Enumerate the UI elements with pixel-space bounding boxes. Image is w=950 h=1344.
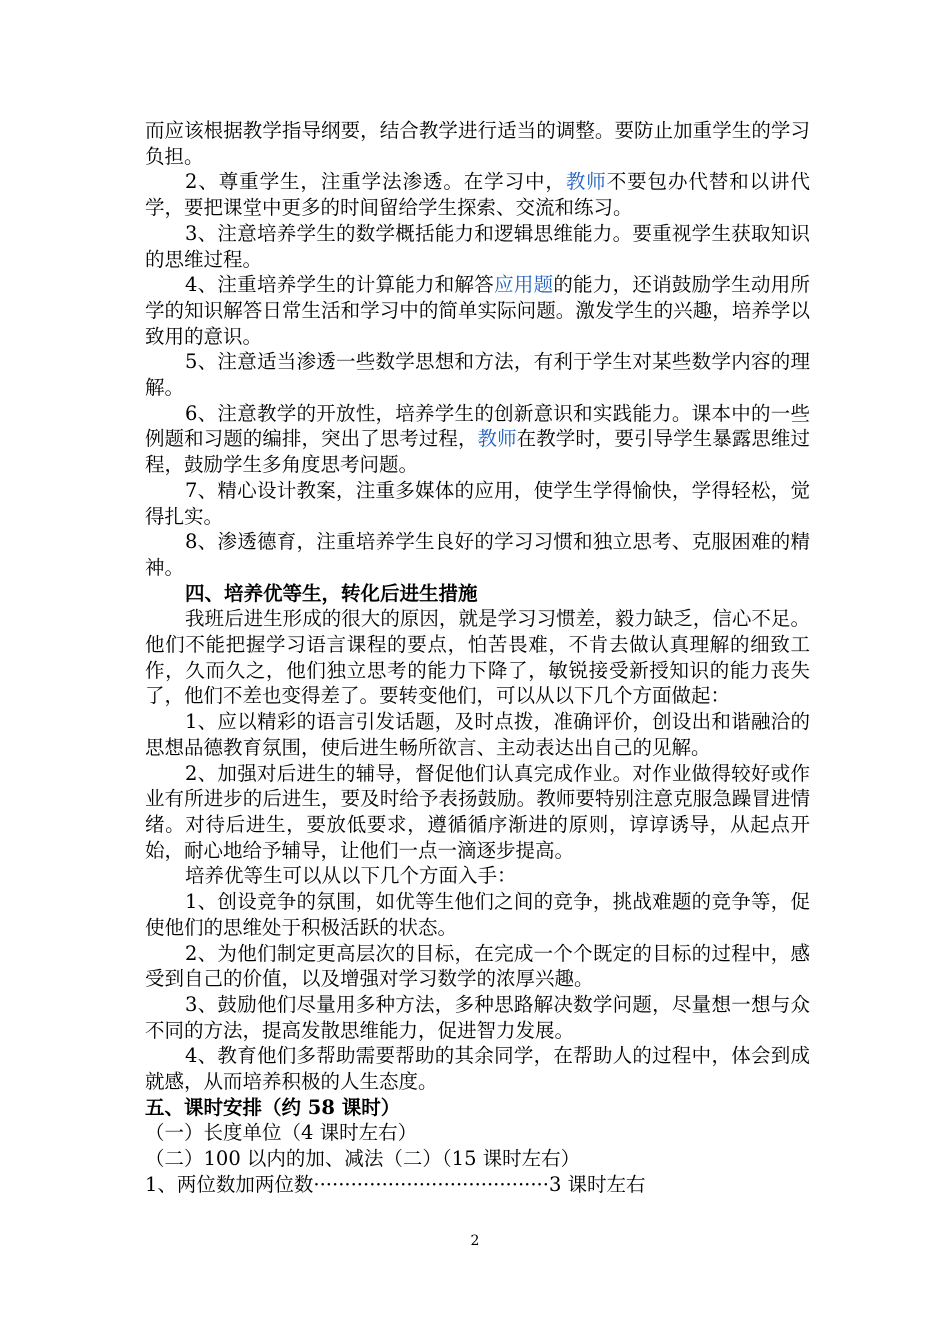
paragraph [145,992,810,1043]
keyword-link[interactable]: 应用题 [494,273,554,297]
paragraph-text: 2、尊重学生，注重学法渗透。在学习中， [185,170,566,194]
paragraph-text: 在教学时，要引导学生暴露思维过程，鼓励学生多角度思考问题。 [145,427,810,477]
paragraph-text: 不要包办代替和以讲代学，要把课堂中更多的时间留给学生探索、交流和练习。 [145,170,810,220]
section-heading [145,1095,810,1121]
paragraph-text: 3、鼓励他们尽量用多种方法，多种思路解决数学问题，尽量想一想与众不同的方法，提高发散思维能力，促进智力发展。 [145,992,810,1042]
paragraph [145,863,810,889]
paragraph-text: 4、注重培养学生的计算能力和解答 [185,273,495,297]
paragraph [145,606,810,709]
paragraph-text: （一）长度单位（4 课时左右） [145,1121,418,1145]
document-body [145,118,810,1198]
paragraph [145,1043,810,1094]
paragraph-text: 五、课时安排（约 58 课时） [145,1095,401,1119]
paragraph [145,709,810,760]
paragraph [145,1146,810,1172]
paragraph [145,221,810,272]
paragraph-text: （二）100 以内的加、减法（二）（15 课时左右） [145,1147,581,1171]
paragraph [145,272,810,349]
paragraph-text: 3、注意培养学生的数学概括能力和逻辑思维能力。要重视学生获取知识的思维过程。 [145,221,810,271]
paragraph [145,118,810,169]
paragraph [145,1172,810,1198]
page-number: 2 [470,1233,480,1249]
paragraph [145,169,810,220]
paragraph-text: 8、渗透德育，注重培养学生良好的学习习惯和独立思考、克服困难的精神。 [145,530,810,579]
paragraph-text: 7、精心设计教案，注重多媒体的应用，使学生学得愉快，学得轻松，觉得扎实。 [145,478,810,528]
paragraph [145,941,810,992]
keyword-link[interactable]: 教师 [565,170,607,194]
paragraph-text: 培养优等生可以从以下几个方面入手： [185,864,517,888]
paragraph [145,889,810,940]
paragraph-text: 2、为他们制定更高层次的目标，在完成一个个既定的目标的过程中，感受到自己的价值，以及增强对学习数学的浓厚兴趣。 [145,941,810,991]
paragraph-text: 4、教育他们多帮助需要帮助的其余同学，在帮助人的过程中，体会到成就感，从而培养积极的人生态度。 [145,1044,810,1094]
paragraph-text: 5、注意适当渗透一些数学思想和方法，有利于学生对某些数学内容的理解。 [145,350,810,400]
paragraph-text: 1、应以精彩的语言引发话题，及时点拨，准确评价，创设出和谐融洽的思想品德教育氛围，使后进生畅所欲言、主动表达出自己的见解。 [145,710,810,759]
paragraph [145,529,810,580]
keyword-link[interactable]: 教师 [477,427,517,451]
paragraph [145,349,810,400]
paragraph-text: 1、两位数加两位数······································3 课时左右 [145,1172,646,1196]
paragraph-text: 我班后进生形成的很大的原因，就是学习习惯差，毅力缺乏，信心不足。他们不能把握学习语言课程的要点，怕苦畏难，不肯去做认真理解的细致工作，久而久之，他们独立思考的能力下降了，敏锐接受新授知识的能力丧失了，他们不差也变得差了。要转变他们，可以从以下几个方面做起： [145,607,810,708]
paragraph [145,478,810,529]
paragraph [145,401,810,478]
paragraph-text: 2、加强对后进生的辅导，督促他们认真完成作业。对作业做得较好或作业有所进步的后进生，要及时给予表扬鼓励。教师要特别注意克服急躁冒进情绪。对待后进生，要放低要求，遵循循序渐进的原则，谆谆诱导，从起点开始，耐心地给予辅导，让他们一点一滴逐步提高。 [145,761,810,862]
paragraph-text: 的能力，还诮鼓励学生动用所学的知识解答日常生活和学习中的简单实际问题。激发学生的兴趣，培养学以致用的意识。 [145,273,810,348]
paragraph-text: 1、创设竞争的氛围，如优等生他们之间的竞争，挑战难题的竞争等，促使他们的思维处于积极活跃的状态。 [145,890,810,939]
paragraph [145,1120,810,1146]
paragraph-text: 四、培养优等生，转化后进生措施 [185,581,478,605]
paragraph [145,761,810,864]
paragraph-text: 而应该根据教学指导纲要，结合教学进行适当的调整。要防止加重学生的学习负担。 [145,119,810,168]
section-heading [145,581,810,607]
paragraph-text: 6、注意教学的开放性，培养学生的创新意识和实践能力。课本中的一些例题和习题的编排，突出了思考过程， [145,401,810,451]
